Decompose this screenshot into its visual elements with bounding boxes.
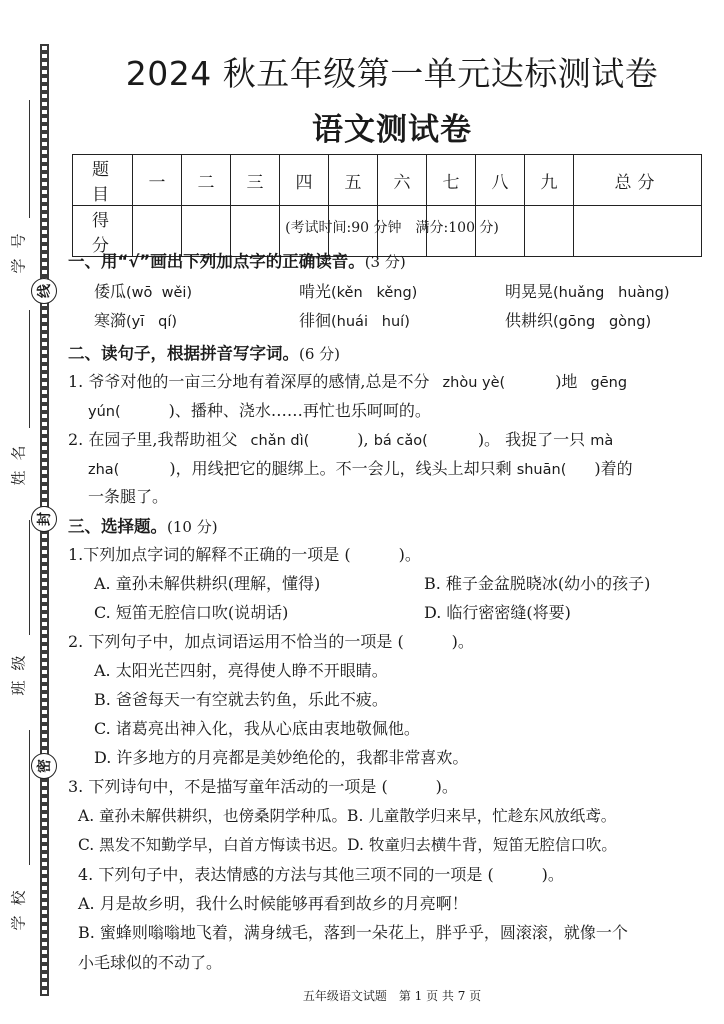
option-b-continued: 小毛球似的不动了。 — [78, 953, 223, 972]
score-table-col: 五 — [329, 155, 378, 206]
exam-info: (考试时间:90 分钟 满分:100 分) — [285, 220, 499, 236]
question-stem: 2. 下列句子中，加点词语运用不恰当的一项是 ( )。 — [68, 632, 474, 651]
margin-label-school: 学校 — [9, 879, 28, 931]
q2-2-line3: 一条腿了。 — [88, 487, 169, 506]
word: 徘徊 — [299, 311, 332, 330]
page-footer: 五年级语文试题 第 1 页 共 7 页 — [302, 989, 482, 1003]
pinyin-item — [94, 308, 177, 331]
word: 啃光 — [299, 282, 332, 301]
pinyin-item — [299, 308, 410, 331]
question-stem: 3. 下列诗句中，不是描写童年活动的一项是 ( )。 — [68, 777, 458, 796]
pinyin: bá cǎo( — [373, 433, 428, 449]
pinyin-item — [94, 279, 192, 302]
score-table-col: 六 — [378, 155, 427, 206]
option-c[interactable]: C. 诸葛亮出神入化，我从心底由衷地敬佩他。 — [94, 719, 420, 738]
score-table-header-row — [73, 155, 702, 206]
option-d[interactable]: D. 临行密密缝(将要) — [424, 603, 571, 622]
sentence-text: 1. 爷爷对他的一亩三分地有着深厚的感情,总是不分 — [68, 372, 430, 391]
pinyin-item — [505, 279, 669, 302]
section1-points: (3 分) — [364, 253, 406, 271]
sentence-text: )地 — [555, 372, 578, 391]
margin-underline-school — [29, 730, 30, 865]
pinyin: gēng — [590, 375, 628, 391]
options-ab[interactable]: A. 童孙未解供耕织，也傍桑阴学种瓜。B. 儿童散学归来早，忙趁东风放纸鸢。 — [78, 807, 617, 825]
pinyin-choices[interactable]: (gōng gòng) — [553, 314, 652, 330]
seal-circle-mi: 密 — [31, 753, 57, 779]
q2-2-line2 — [88, 456, 633, 479]
page-title: 2024 秋五年级第一单元达标测试卷 — [125, 54, 659, 93]
margin-label-class: 班级 — [9, 644, 28, 696]
pinyin-choices[interactable]: (kěn kěng) — [331, 285, 418, 301]
margin-underline-name — [29, 310, 30, 428]
question-stem: 1.下列加点字词的解释不正确的一项是 ( )。 — [68, 545, 421, 564]
section1-title — [68, 248, 406, 272]
score-table-col: 一 — [133, 155, 182, 206]
score-table-col: 三 — [231, 155, 280, 206]
score-table-row-label: 题 目 — [73, 155, 133, 206]
pinyin: zha( — [88, 462, 120, 478]
word: 明晃晃 — [505, 282, 554, 301]
sentence-text: )、播种、浇水……再忙也乐呵呵的。 — [168, 401, 431, 420]
seal-circle-feng: 封 — [31, 506, 57, 532]
q2-2-line1 — [68, 427, 613, 450]
sentence-text: )。 我捉了一只 — [477, 430, 586, 449]
sentence-text: )，用线把它的腿绑上。不一会儿，线头上却只剩 — [169, 459, 512, 478]
score-table-col: 九 — [525, 155, 574, 206]
option-b[interactable]: B. 稚子金盆脱晓冰(幼小的孩子) — [424, 574, 651, 593]
score-table-col: 二 — [182, 155, 231, 206]
section2-title — [68, 340, 340, 364]
pinyin: chǎn dì( — [250, 433, 310, 449]
score-table-col: 七 — [427, 155, 476, 206]
page-subtitle: 语文测试卷 — [312, 112, 472, 148]
option-a[interactable]: A. 太阳光芒四射，亮得使人睁不开眼睛。 — [94, 661, 388, 680]
option-b[interactable]: B. 蜜蜂则嗡嗡地飞着，满身绒毛，落到一朵花上，胖乎乎，圆滚滚，就像一个 — [78, 923, 628, 942]
word: 寒漪 — [94, 311, 127, 330]
pinyin: yún( — [88, 404, 121, 420]
q2-1-line2 — [88, 398, 431, 421]
seal-circle-xian: 线 — [31, 278, 57, 304]
section1-title-text: 一、用“√”画出下列加点字的正确读音。 — [68, 252, 365, 271]
section2-points: (6 分) — [299, 345, 341, 363]
pinyin-choices[interactable]: (huǎng huàng) — [553, 285, 670, 301]
q2-1-line1 — [68, 369, 627, 392]
score-table-col: 八 — [476, 155, 525, 206]
sentence-text: ), — [357, 430, 369, 449]
pinyin-choices[interactable]: (yī qí) — [126, 314, 177, 330]
word: 供耕织 — [505, 311, 554, 330]
section3-title-text: 三、选择题。 — [68, 517, 167, 536]
section3-title — [68, 513, 218, 537]
sentence-text: 2. 在园子里,我帮助祖父 — [68, 430, 238, 449]
option-a[interactable]: A. 月是故乡明，我什么时候能够再看到故乡的月亮啊！ — [78, 894, 468, 913]
pinyin: shuān( — [516, 462, 567, 478]
question-stem: 4. 下列句子中，表达情感的方法与其他三项不同的一项是 ( )。 — [78, 865, 564, 884]
margin-label-name: 姓名 — [9, 434, 28, 486]
score-table-col: 四 — [280, 155, 329, 206]
option-c[interactable]: C. 短笛无腔信口吹(说胡话) — [94, 603, 289, 622]
margin-label-student-id: 学号 — [9, 222, 28, 274]
word: 倭瓜 — [94, 282, 127, 301]
option-b[interactable]: B. 爸爸每天一有空就去钓鱼，乐此不疲。 — [94, 690, 388, 709]
sentence-text: )着的 — [594, 459, 633, 478]
score-table-row-label: 得 分 — [73, 206, 133, 257]
pinyin-choices[interactable]: (huái huí) — [331, 314, 410, 330]
score-table — [72, 154, 702, 257]
option-a[interactable]: A. 童孙未解供耕织(理解，懂得) — [94, 574, 321, 593]
margin-underline-student-id — [29, 100, 30, 218]
options-cd[interactable]: C. 黑发不知勤学早，白首方悔读书迟。D. 牧童归去横牛背，短笛无腔信口吹。 — [78, 836, 617, 854]
pinyin: zhòu yè( — [442, 375, 506, 391]
pinyin-choices[interactable]: (wō wěi) — [126, 285, 193, 301]
pinyin-item — [299, 279, 417, 302]
score-table-col-total: 总分 — [574, 155, 702, 206]
section3-points: (10 分) — [167, 518, 218, 536]
margin-underline-class — [29, 520, 30, 635]
option-d[interactable]: D. 许多地方的月亮都是美妙绝伦的，我都非常喜欢。 — [94, 748, 469, 767]
pinyin-item — [505, 308, 651, 331]
pinyin: mà — [590, 433, 614, 449]
section2-title-text: 二、读句子，根据拼音写字词。 — [68, 344, 299, 363]
